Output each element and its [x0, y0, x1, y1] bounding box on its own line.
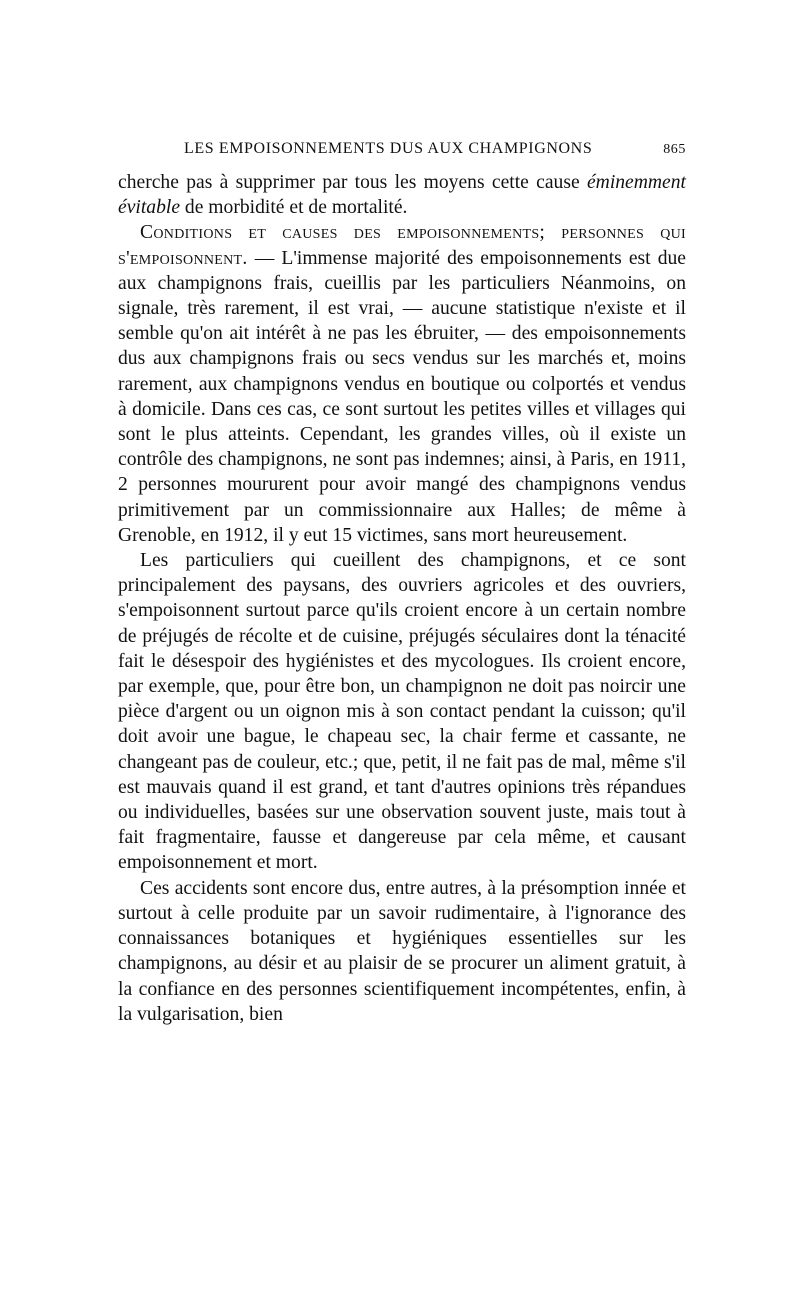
- page-number: 865: [663, 142, 686, 157]
- running-title: LES EMPOISONNEMENTS DUS AUX CHAMPIGNONS: [184, 140, 593, 157]
- book-page: [118, 140, 686, 1027]
- paragraph-continued: [118, 170, 686, 220]
- paragraph: Les particuliers qui cueillent des champignons, et ce sont principalement des paysans, des ouvriers agricoles et des ouvriers, s'empoisonnent surtout parce qu'ils croient encore à un certain nombre de préjugés de récolte et de cuisine, préjugés séculaires dont la ténacité fait le désespoir des hygiénistes et des mycologues. Ils croient encore, par exemple, que, pour être bon, un champignon ne doit pas noircir une pièce d'argent ou un oignon mis à son contact pendant la cuisson; qu'il doit avoir une bague, le chapeau sec, la chair ferme et cassante, ne changeant pas de couleur, etc.; que, petit, il ne fait pas de mal, même s'il est mauvais quand il est grand, et tant d'autres opinions très répandues ou individuelles, basées sur une observation souvent juste, mais tout à fait fragmentaire, fausse et dangereuse par cela même, et causant empoisonnement et mort.: [118, 550, 686, 874]
- emphasis-text: éminemment évitable: [118, 172, 686, 219]
- running-header: [118, 140, 686, 170]
- section-heading: Conditions et causes des empoisonnements; personnes qui s'empoisonnent.: [118, 222, 686, 269]
- body-text: [118, 170, 686, 1027]
- paragraph-text: de morbidité et de mortalité.: [180, 197, 408, 219]
- paragraph-text: — L'immense majorité des empoisonnements est due aux champignons frais, cueillis par les particuliers Néanmoins, on signale, très rarement, il est vrai, — aucune statistique n'existe et il semble qu'on ait intérêt à ne pas les ébruiter, — des empoisonnements dus aux champignons frais ou secs vendus sur les marchés et, moins rarement, aux champignons vendus en boutique ou colportés et vendus à domicile. Dans ces cas, ce sont surtout les petites villes et villages qui sont le plus atteints. Cependant, les grandes villes, où il existe un contrôle des champignons, ne sont pas indemnes; ainsi, à Paris, en 1911, 2 personnes moururent pour avoir mangé des champignons vendus primitivement par un commissionnaire aux Halles; de même à Grenoble, en 1912, il y eut 15 victimes, sans mort heureusement.: [118, 247, 686, 546]
- paragraph: Ces accidents sont encore dus, entre autres, à la présomption innée et surtout à celle produite par un savoir rudimentaire, à l'ignorance des connaissances botaniques et hygiéniques essentielles sur les champignons, au désir et au plaisir de se procurer un aliment gratuit, à la confiance en des personnes scientifiquement incompétentes, enfin, à la vulgarisation, bien: [118, 877, 686, 1025]
- paragraph-text: cherche pas à supprimer par tous les moyens cette cause: [118, 172, 587, 193]
- section-paragraph: [118, 220, 686, 548]
